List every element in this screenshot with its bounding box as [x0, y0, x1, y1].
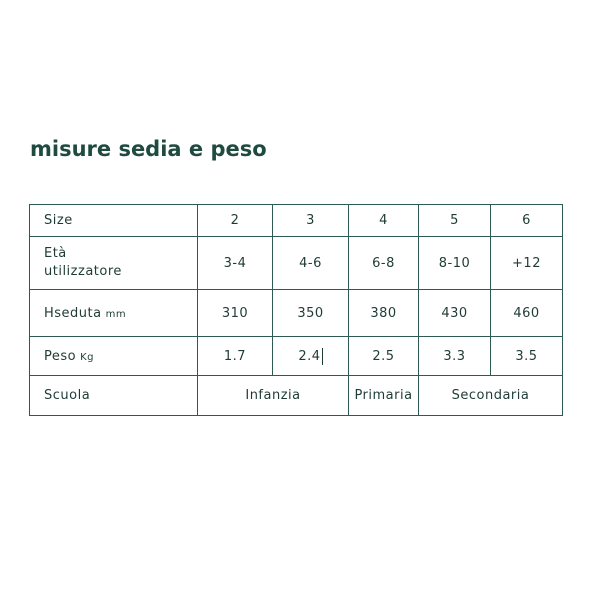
table-cell: 380 [349, 290, 419, 337]
school-group-infanzia: Infanzia [198, 376, 349, 416]
table-cell: 3 [273, 205, 349, 237]
school-group-primaria: Primaria [349, 376, 419, 416]
text-cursor-icon [322, 348, 323, 365]
row-label-peso [30, 337, 198, 376]
table-cell: 4 [349, 205, 419, 237]
row-label-eta-line2: utilizzatore [44, 264, 122, 279]
table-row-hseduta [30, 290, 563, 337]
row-label-size: Size [30, 205, 198, 237]
table-cell: 1.7 [198, 337, 273, 376]
table-cell: +12 [491, 237, 563, 290]
table-row-size [30, 205, 563, 237]
size-weight-table [29, 204, 563, 416]
row-label-eta [30, 237, 198, 290]
table-cell: 3.3 [419, 337, 491, 376]
row-label-scuola: Scuola [30, 376, 198, 416]
row-label-peso-text: Peso [44, 348, 77, 364]
table-cell: 6-8 [349, 237, 419, 290]
table-row-eta [30, 237, 563, 290]
table-cell: 4-6 [273, 237, 349, 290]
row-label-hseduta [30, 290, 198, 337]
table-row-scuola [30, 376, 563, 416]
table-cell: 2 [198, 205, 273, 237]
table-cell-text: 2.4 [298, 348, 321, 364]
unit-label: Kg [80, 351, 95, 363]
row-label-eta-line1: Età [44, 246, 67, 261]
table-cell: 8-10 [419, 237, 491, 290]
table-row-peso [30, 337, 563, 376]
table-cell: 3-4 [198, 237, 273, 290]
table-cell: 5 [419, 205, 491, 237]
table-cell: 3.5 [491, 337, 563, 376]
table-cell: 430 [419, 290, 491, 337]
page-title: misure sedia e peso [30, 137, 267, 161]
table-cell [273, 337, 349, 376]
unit-label: mm [105, 308, 127, 320]
table-cell: 350 [273, 290, 349, 337]
school-group-secondaria: Secondaria [419, 376, 563, 416]
table-cell: 2.5 [349, 337, 419, 376]
table-cell: 310 [198, 290, 273, 337]
table-cell: 6 [491, 205, 563, 237]
row-label-hseduta-text: Hseduta [44, 305, 102, 321]
table-cell: 460 [491, 290, 563, 337]
